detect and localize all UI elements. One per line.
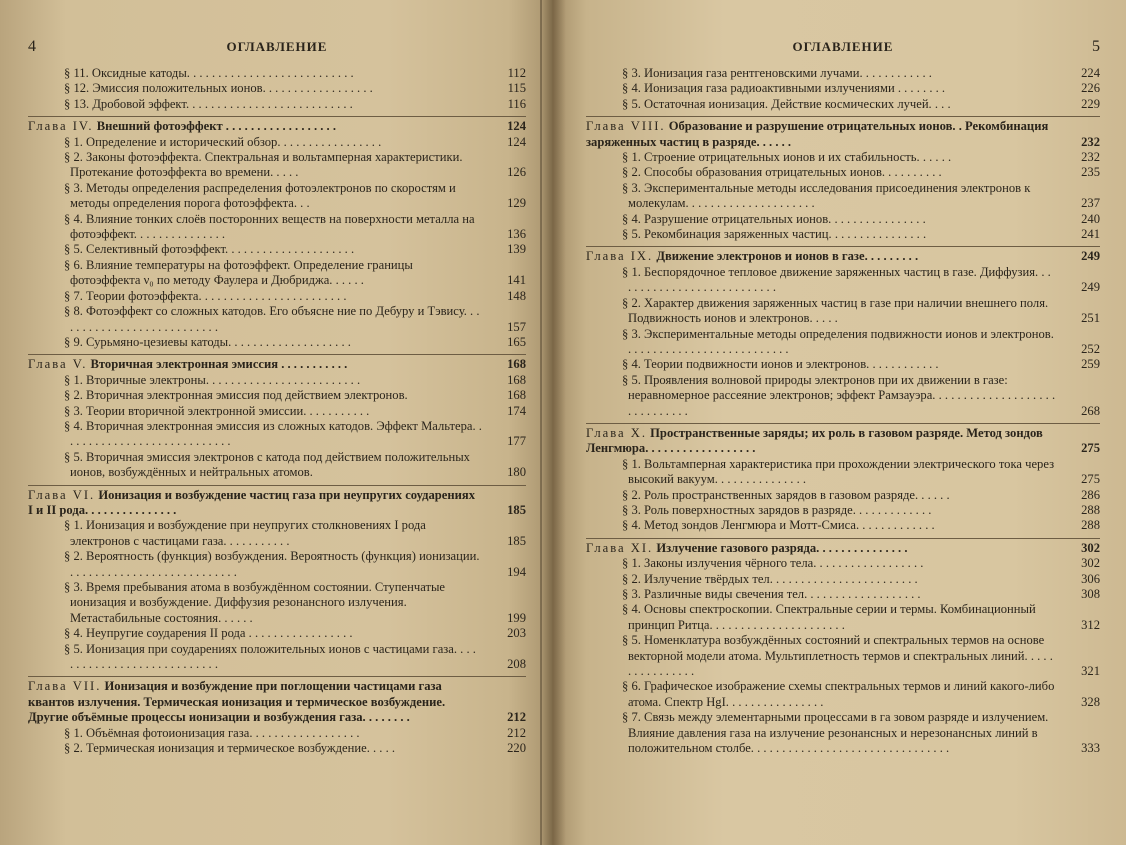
toc-page-number: 115 [507,81,526,96]
chapter-title: Движение электронов и ионов в газе. . . . . . . . . [656,249,919,264]
toc-section-entry [28,404,526,419]
toc-page-number: 157 [507,319,526,334]
chapter-text [586,426,1056,457]
toc-section-entry [28,258,526,289]
section-title: § 2. Законы фотоэффекта. Спектральная и вольтамперная характеристики. Протекание фотоэффекта во времени. . . . . [64,150,463,180]
toc-page-number: 199 [507,610,526,625]
toc-section-entry [28,450,526,481]
chapter-label: Глава X. [586,425,647,440]
toc-section-entry [586,181,1100,212]
toc-page-number: 185 [507,533,526,548]
toc-chapter-entry [28,676,526,725]
toc-page-number: 148 [507,288,526,303]
section-title: § 4. Основы спектроскопии. Спектральные серии и термы. Комбинационный принцип Ритца. . . . . . . . . . . . . . . . . . . . . . [622,602,1036,632]
toc-section-entry [28,626,526,641]
right-running-title: ОГЛАВЛЕНИЕ [792,39,894,54]
toc-page-number: 251 [1081,311,1100,326]
toc-section-entry [28,549,526,580]
section-title: § 3. Время пребывания атома в возбуждённом состоянии. Ступенчатые ионизация и возбуждение. Диффузия резонансного излучения. Метастабильные состояния. . . . . . [64,580,446,625]
section-title: § 6. Графическое изображение схемы спектральных термов и линий какого-либо атома. Спектр HgI. . . . . . . . . . . . . . . . [622,679,1055,709]
section-title: § 5. Остаточная ионизация. Действие космических лучей. . . . [622,96,951,111]
left-page-number: 4 [28,38,36,55]
section-title: § 4. Разрушение отрицательных ионов. . . . . . . . . . . . . . . . [622,211,926,226]
chapter-text [28,679,482,725]
chapter-text [28,488,482,519]
section-title: § 1. Вольтамперная характеристика при прохождении электрического тока через высокий вакуум. . . . . . . . . . . . . . . [622,456,1055,487]
toc-page-number: 333 [1081,741,1100,756]
toc-page-number: 220 [507,741,526,756]
toc-page-number: 288 [1081,518,1100,533]
toc-section-entry [28,212,526,243]
section-title: § 3. Экспериментальные методы определения подвижности ионов и электронов. . . . . . . . . . . . . . . . . . . . . . . . . . . [622,326,1054,356]
chapter-text [28,119,482,134]
section-title: § 11. Оксидные катоды. . . . . . . . . . . . . . . . . . . . . . . . . . . [64,66,354,80]
toc-page-number: 286 [1081,487,1100,502]
toc-page-number: 232 [1081,150,1100,165]
section-title: § 1. Определение и исторический обзор. . . . . . . . . . . . . . . . . [64,134,382,149]
toc-page-number: 302 [1081,540,1100,555]
chapter-label: Глава VI. [28,487,96,502]
toc-page-number: 129 [507,196,526,211]
toc-page-number: 168 [507,372,526,387]
toc-page-number: 126 [507,165,526,180]
section-title: § 8. Фотоэффект со сложных катодов. Его объясне ние по Дебуру и Тэвису. . . . . . . . . . . . . . . . . . . . . . . . . . . [64,304,480,334]
section-title: § 5. Вторичная эмиссия электронов с катода под действием положительных ионов, возбуждённых и нейтральных атомов. [64,449,470,480]
toc-chapter-entry [28,116,526,134]
toc-page-number: 212 [507,725,526,740]
toc-section-entry [586,296,1100,327]
toc-section-entry [586,710,1100,756]
left-running-title: ОГЛАВЛЕНИЕ [226,39,328,54]
toc-chapter-entry [28,354,526,372]
toc-page-number: 124 [507,119,526,134]
toc-section-entry [586,227,1100,242]
section-title: § 5. Селективный фотоэффект. . . . . . . . . . . . . . . . . . . . . [64,242,355,257]
section-title: § 13. Дробовой эффект. . . . . . . . . . . . . . . . . . . . . . . . . . . [64,96,353,111]
toc-section-entry [586,66,1100,81]
right-page [552,0,1126,845]
toc-page-number: 141 [507,273,526,288]
toc-page-number: 174 [507,403,526,418]
toc-page-number: 136 [507,227,526,242]
toc-section-entry [586,357,1100,372]
toc-chapter-entry [586,116,1100,150]
toc-page-number: 177 [507,434,526,449]
book-fold [540,0,542,845]
section-title: § 4. Метод зондов Ленгмюра и Мотт-Смиса. . . . . . . . . . . . . [622,518,935,533]
toc-section-entry [28,304,526,335]
toc-section-entry [586,327,1100,358]
toc-section-entry [586,556,1100,571]
chapter-title: Образование и разрушение отрицательных ионов. . Рекомбинация заряженных частиц в разряде. . . . . . [586,119,1049,149]
toc-page-number: 237 [1081,196,1100,211]
right-page-number: 5 [1092,38,1100,55]
section-title: § 1. Беспорядочное тепловое движение заряженных частиц в газе. Диффузия. . . . . . . . . . . . . . . . . . . . . . . . . . . [622,264,1051,295]
toc-section-entry [586,457,1100,488]
toc-page-number: 235 [1081,165,1100,180]
chapter-label: Глава XI. [586,540,654,555]
section-title: § 1. Ионизация и возбуждение при неупругих столкновениях I рода электронов с частицами газа. . . . . . . . . . . [64,518,426,548]
toc-section-entry [586,81,1100,96]
chapter-title: Ионизация и возбуждение частиц газа при неупругих соударениях I и II рода. . . . . . . . . . . . . . . [28,487,475,517]
toc-page-number: 180 [507,465,526,480]
chapter-text [586,249,1056,264]
toc-section-entry [28,741,526,756]
section-title: § 4. Неупругие соударения II рода . . . . . . . . . . . . . . . . . [64,626,353,641]
toc-chapter-entry [586,538,1100,556]
section-title: § 5. Рекомбинация заряженных частиц. . . . . . . . . . . . . . . . [622,227,927,242]
toc-section-entry [28,373,526,388]
toc-section-entry [28,726,526,741]
toc-section-entry [586,572,1100,587]
toc-page-number: 308 [1081,587,1100,601]
toc-page-number: 275 [1081,441,1100,456]
toc-section-entry [28,642,526,673]
left-running-head [28,38,526,56]
toc-page-number: 208 [507,657,526,672]
section-title: § 3. Теории вторичной электронной эмиссии. . . . . . . . . . . [64,403,370,418]
toc-section-entry [28,97,526,112]
toc-section-entry [586,587,1100,602]
toc-page-number: 259 [1081,357,1100,372]
section-title: § 6. Влияние температуры на фотоэффект. Определение границы фотоэффекта ν₀ по методу Фаулера и Дюбриджа. . . . . . [64,257,413,288]
chapter-title: Пространственные заряды; их роль в газовом разряде. Метод зондов Ленгмюра. . . . . . . . . . . . . . . . . . [586,425,1043,456]
section-title: § 1. Объёмная фотоионизация газа. . . . . . . . . . . . . . . . . . [64,725,360,740]
toc-page-number: 224 [1081,66,1100,80]
toc-section-entry [586,373,1100,419]
toc-section-entry [28,66,526,81]
toc-section-entry [28,242,526,257]
chapter-title: Внешний фотоэффект . . . . . . . . . . . . . . . . . . [96,119,336,134]
section-title: § 2. Способы образования отрицательных ионов. . . . . . . . . . [622,165,942,180]
section-title: § 3. Роль поверхностных зарядов в разряде. . . . . . . . . . . . . [622,502,932,517]
toc-chapter-entry [586,423,1100,457]
toc-page-number: 139 [507,242,526,257]
section-title: § 4. Вторичная электронная эмиссия из сложных катодов. Эффект Мальтера. . . . . . . . . . . . . . . . . . . . . . . . . . . . [64,418,482,449]
chapter-label: Глава IX. [586,249,654,264]
section-title: § 1. Вторичные электроны. . . . . . . . . . . . . . . . . . . . . . . . . [64,372,361,387]
toc-page-number: 268 [1081,403,1100,418]
toc-page-number: 116 [507,96,526,111]
right-running-head [586,38,1100,56]
section-title: § 7. Связь между элементарными процессами в га зовом разряде и излучением. Влияние давления газа на излучение резонансных и нерезонансных линий в положительном столбе. . . . . . . . . . . . . . . . . . . . . . . . . . . . . . . . [622,710,1049,756]
toc-page-number: 112 [507,66,526,80]
section-title: § 5. Номенклатура возбуждённых состояний и спектральных термов на основе векторной модели атома. Мультиплетность термов и спектральных линий. . . . . . . . . . . . . . . . [622,633,1053,679]
section-title: § 3. Ионизация газа рентгеновскими лучами. . . . . . . . . . . . [622,66,932,80]
book-gutter [540,0,566,845]
toc-section-entry [28,289,526,304]
section-title: § 12. Эмиссия положительных ионов. . . . . . . . . . . . . . . . . . [64,81,373,96]
toc-section-entry [28,150,526,181]
toc-section-entry [586,679,1100,710]
toc-section-entry [28,388,526,403]
toc-page-number: 240 [1081,211,1100,226]
toc-section-entry [28,580,526,626]
toc-page-number: 212 [507,710,526,725]
section-title: § 1. Строение отрицательных ионов и их стабильность. . . . . . [622,150,952,165]
right-toc [586,66,1100,756]
section-title: § 2. Вторичная электронная эмиссия под действием электронов. [64,388,408,403]
toc-page-number: 312 [1081,617,1100,632]
toc-page-number: 306 [1081,571,1100,586]
toc-page-number: 203 [507,626,526,641]
toc-section-entry [28,81,526,96]
toc-page-number: 241 [1081,227,1100,242]
toc-section-entry [586,633,1100,679]
chapter-title: Ионизация и возбуждение при поглощении частицами газа квантов излучения. Термическая ионизация и термическое возбуждение. Другие объёмные процессы ионизации и возбуждения газа. . . . . . . . [28,679,446,725]
section-title: § 2. Вероятность (функция) возбуждения. Вероятность (функция) ионизации. . . . . . . . . . . . . . . . . . . . . . . . . . . . [64,549,480,579]
toc-page-number: 168 [507,357,526,372]
toc-page-number: 252 [1081,341,1100,356]
section-title: § 5. Ионизация при соударениях положительных ионов с частицами газа. . . . . . . . . . . . . . . . . . . . . . . . . . . . [64,641,476,672]
section-title: § 3. Методы определения распределения фотоэлектронов по скоростям и методы определения порога фотоэффекта. . . [64,180,456,211]
toc-page-number: 229 [1081,96,1100,111]
toc-chapter-entry [586,246,1100,264]
chapter-text [586,119,1056,150]
toc-page-number: 328 [1081,694,1100,709]
toc-section-entry [586,602,1100,633]
section-title: § 1. Законы излучения чёрного тела. . . . . . . . . . . . . . . . . . [622,556,924,571]
toc-section-entry [28,335,526,350]
toc-page-number: 124 [507,134,526,149]
section-title: § 4. Влияние тонких слоёв посторонних веществ на поверхности металла на фотоэффект. . . . . . . . . . . . . . . [64,211,475,242]
toc-section-entry [586,265,1100,296]
toc-section-entry [586,97,1100,112]
toc-section-entry [586,212,1100,227]
chapter-title: Вторичная электронная эмиссия . . . . . . . . . . . [90,357,348,372]
chapter-label: Глава IV. [28,119,94,134]
toc-section-entry [28,135,526,150]
toc-section-entry [28,419,526,450]
section-title: § 2. Излучение твёрдых тел. . . . . . . . . . . . . . . . . . . . . . . . [622,571,918,586]
toc-page-number: 288 [1081,502,1100,517]
toc-section-entry [586,150,1100,165]
section-title: § 4. Ионизация газа радиоактивными излучениями . . . . . . . . [622,81,946,96]
section-title: § 4. Теории подвижности ионов и электронов. . . . . . . . . . . . [622,357,939,372]
toc-page-number: 321 [1081,664,1100,679]
chapter-text [28,357,482,372]
toc-chapter-entry [28,485,526,519]
left-page [0,0,552,845]
chapter-text [586,541,1056,556]
toc-page-number: 275 [1081,472,1100,487]
toc-page-number: 165 [507,334,526,349]
section-title: § 3. Различные виды свечения тел. . . . . . . . . . . . . . . . . . . [622,587,921,601]
toc-section-entry [28,518,526,549]
section-title: § 3. Экспериментальные методы исследования присоединения электронов к молекулам. . . . . . . . . . . . . . . . . . . . . [622,180,1031,211]
section-title: § 5. Проявления волновой природы электронов при их движении в газе: неравномерное рассеяние электронов; эффект Рамзауэра. . . . . . . . . . . . . . . . . . . . . . . . . . . . . . [622,372,1056,418]
toc-section-entry [586,488,1100,503]
toc-page-number: 185 [507,502,526,517]
chapter-label: Глава VIII. [586,119,666,134]
toc-section-entry [586,518,1100,533]
chapter-label: Глава V. [28,357,88,372]
section-title: § 2. Характер движения заряженных частиц в газе при наличии внешнего поля. Подвижность ионов и электронов. . . . . [622,295,1049,326]
toc-page-number: 168 [507,388,526,403]
toc-section-entry [586,503,1100,518]
toc-page-number: 232 [1081,134,1100,149]
toc-page-number: 194 [507,564,526,579]
left-toc [28,66,526,756]
toc-page-number: 302 [1081,556,1100,571]
chapter-label: Глава VII. [28,679,102,694]
section-title: § 9. Сурьмяно-цезиевы катоды. . . . . . . . . . . . . . . . . . . . [64,334,351,349]
toc-page-number: 249 [1081,249,1100,264]
section-title: § 2. Термическая ионизация и термическое возбуждение. . . . . [64,741,396,756]
toc-page-number: 249 [1081,280,1100,295]
section-title: § 2. Роль пространственных зарядов в газовом разряде. . . . . . [622,487,950,502]
chapter-title: Излучение газового разряда. . . . . . . . . . . . . . . [656,540,908,555]
toc-section-entry [28,181,526,212]
toc-page-number: 226 [1081,81,1100,96]
section-title: § 7. Теории фотоэффекта. . . . . . . . . . . . . . . . . . . . . . . . [64,288,347,303]
toc-section-entry [586,165,1100,180]
